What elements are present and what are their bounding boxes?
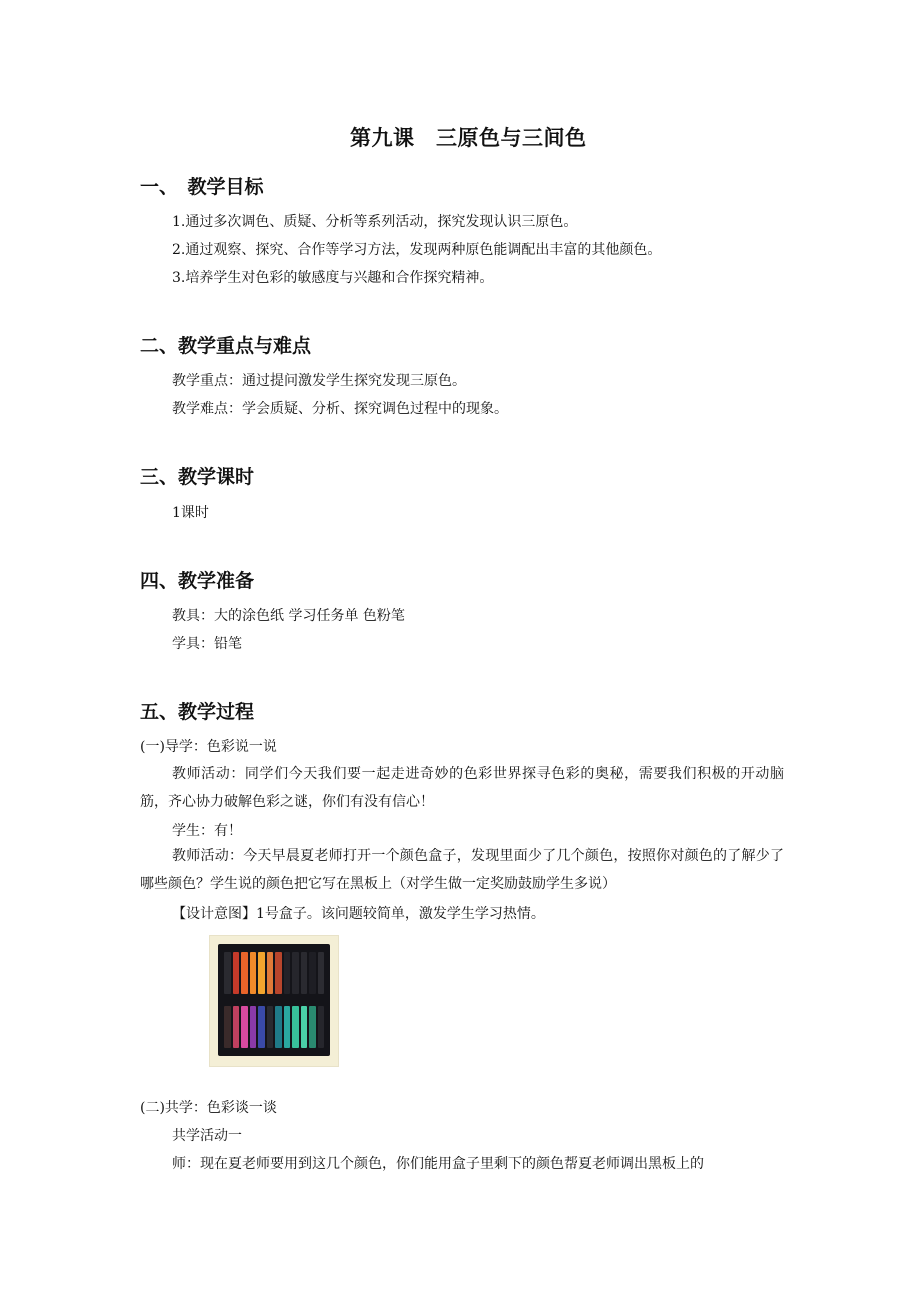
paragraph-teacher-activity-1: 教师活动：同学们今天我们要一起走进奇妙的色彩世界探寻色彩的奥秘，需要我们积极的开动脑筋，齐心协力破解色彩之谜，你们有没有信心！ (140, 766, 784, 810)
pastel-stick (309, 1006, 316, 1048)
objective-item: 1.通过多次调色、质疑、分析等系列活动，探究发现认识三原色。 (172, 214, 578, 230)
pastel-stick (233, 952, 240, 994)
pastel-stick (275, 952, 282, 994)
pastel-stick (233, 1006, 240, 1048)
paragraph-activity-one: 共学活动一 (172, 1128, 242, 1144)
pastel-stick (292, 1006, 299, 1048)
section-heading-objectives: 一、 教学目标 (140, 176, 264, 198)
section-heading-process: 五、教学过程 (140, 701, 255, 723)
pastel-stick (258, 1006, 265, 1048)
pastel-stick (241, 952, 248, 994)
pastel-stick (284, 952, 291, 994)
pastel-stick (284, 1006, 291, 1048)
difficulty-item: 教学难点：学会质疑、分析、探究调色过程中的现象。 (172, 401, 508, 417)
pastel-stick (224, 1006, 231, 1048)
section-heading-preparation: 四、教学准备 (140, 570, 255, 592)
paragraph-student-response: 学生：有！ (172, 823, 242, 839)
pastel-stick (275, 1006, 282, 1048)
section-heading-class-hours: 三、教学课时 (140, 466, 255, 488)
paragraph-teacher-activity-2: 教师活动：今天早晨夏老师打开一个颜色盒子，发现里面少了几个颜色，按照你对颜色的了解少了哪些颜色？学生说的颜色把它写在黑板上（对学生做一定奖励鼓励学生多说） (140, 848, 784, 892)
pastel-stick (267, 1006, 274, 1048)
pastel-stick (250, 1006, 257, 1048)
pastel-box-photo (210, 936, 338, 1066)
pastel-stick (258, 952, 265, 994)
part-title-co-learning: (二)共学：色彩谈一谈 (140, 1100, 277, 1116)
pastel-stick (250, 952, 257, 994)
class-hours-value: 1课时 (172, 505, 209, 521)
teacher-materials: 教具：大的涂色纸 学习任务单 色粉笔 (172, 608, 405, 624)
pastel-stick (318, 952, 325, 994)
paragraph-design-intent: 【设计意图】1号盒子。该问题较简单，激发学生学习热情。 (172, 906, 545, 922)
key-point-item: 教学重点：通过提问激发学生探究发现三原色。 (172, 373, 466, 389)
pastel-stick (318, 1006, 325, 1048)
pastel-stick (292, 952, 299, 994)
part-title-guided-learning: (一)导学：色彩说一说 (140, 739, 277, 755)
pastel-stick (241, 1006, 248, 1048)
pastel-tray (218, 944, 330, 1056)
pastel-stick (267, 952, 274, 994)
pastel-stick (301, 1006, 308, 1048)
objective-item: 3.培养学生对色彩的敏感度与兴趣和合作探究精神。 (172, 270, 494, 286)
paragraph-teacher-prompt: 师：现在夏老师要用到这几个颜色，你们能用盒子里剩下的颜色帮夏老师调出黑板上的 (172, 1156, 704, 1172)
pastel-row-bottom (224, 1006, 324, 1048)
pastel-row-top (224, 952, 324, 994)
pastel-stick (301, 952, 308, 994)
page-title: 第九课 三原色与三间色 (350, 126, 587, 150)
section-heading-key-points: 二、教学重点与难点 (140, 335, 312, 357)
student-materials: 学具：铅笔 (172, 636, 242, 652)
pastel-stick (309, 952, 316, 994)
pastel-stick (224, 952, 231, 994)
objective-item: 2.通过观察、探究、合作等学习方法，发现两种原色能调配出丰富的其他颜色。 (172, 242, 662, 258)
